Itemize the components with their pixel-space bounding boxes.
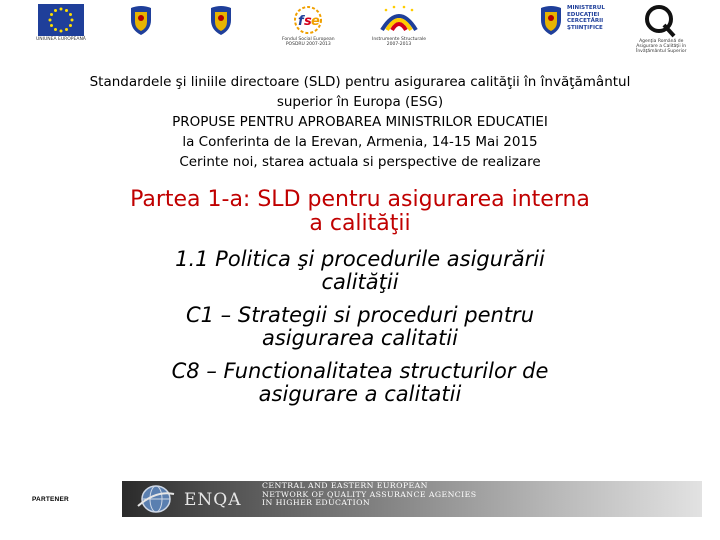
logo-caption: Instrumente Structurale 2007-2013: [372, 37, 426, 47]
fse-icon: [285, 4, 331, 36]
logo-caption: Fondul Social European POSDRU 2007-2013: [282, 37, 335, 47]
coat-of-arms-icon: [208, 4, 234, 36]
enqa-globe-icon: [136, 484, 176, 514]
aracis-q-icon: [644, 4, 678, 38]
topic-line: asigurarea calitatii: [262, 326, 458, 350]
enqa-line: NETWORK OF QUALITY ASSURANCE AGENCIES: [262, 489, 477, 499]
eu-flag-icon: [38, 4, 84, 36]
logo-bar: [0, 0, 720, 70]
enqa-line: IN HIGHER EDUCATION: [262, 498, 371, 508]
title-line: Standardele şi liniile directoare (SLD) pentru asigurarea calităţii în învăţământul: [89, 74, 631, 90]
logo-caption: Agenţia Română de Asigurare a Calităţii în Învăţământul Superior: [636, 39, 687, 54]
coat-of-arms-icon: [128, 4, 154, 36]
topic-line: C8 – Functionalitatea structurilor de: [171, 359, 549, 383]
eu-flag-logo: [36, 4, 86, 42]
topic-item: [40, 248, 680, 294]
topic-line: C1 – Strategii si proceduri pentru: [185, 303, 535, 327]
topic-line: asigurare a calitatii: [258, 382, 462, 406]
logo-caption: MINISTERUL EDUCAŢIEI CERCETĂRII ŞTIINŢIFICE: [567, 5, 605, 31]
topic-list: [40, 248, 680, 406]
title-line: Cerinte noi, starea actuala si perspective de realizare: [179, 154, 541, 170]
partner-label: PARTENER: [32, 496, 69, 503]
fse-logo: [282, 4, 335, 47]
svg-text:s: s: [304, 14, 313, 29]
presentation-title: [40, 72, 680, 172]
title-line: superior în Europa (ESG): [276, 94, 444, 110]
svg-text:f: f: [298, 14, 304, 29]
heading-line: a calităţii: [309, 211, 411, 236]
enqa-wordmark: ENQA: [184, 490, 242, 510]
enqa-description: [262, 482, 476, 508]
logo-caption: UNIUNEA EUROPEANĂ: [36, 37, 86, 42]
enqa-banner: [122, 481, 702, 517]
section-heading: [40, 188, 680, 236]
title-line: la Conferinta de la Erevan, Armenia, 14-15 Mai 2015: [182, 134, 538, 150]
enqa-line: CENTRAL AND EASTERN EUROPEAN: [262, 481, 428, 490]
structural-funds-icon: [374, 4, 424, 36]
coat-of-arms-icon: [538, 4, 564, 36]
topic-item: [40, 360, 680, 406]
heading-line: Partea 1-a: SLD pentru asigurarea interna: [130, 187, 590, 212]
svg-text:e: e: [311, 14, 321, 29]
topic-line: 1.1 Politica şi procedurile asigurării: [175, 247, 545, 271]
topic-line: calităţii: [321, 270, 399, 294]
ministry-education-logo: [538, 4, 605, 36]
title-line: PROPUSE PENTRU APROBAREA MINISTRILOR EDUCATIEI: [172, 114, 548, 130]
topic-item: [40, 304, 680, 350]
romania-crest-logo-1: [128, 4, 154, 37]
aracis-logo: [636, 4, 686, 54]
structural-funds-logo: [372, 4, 426, 47]
romania-crest-logo-2: [208, 4, 234, 37]
